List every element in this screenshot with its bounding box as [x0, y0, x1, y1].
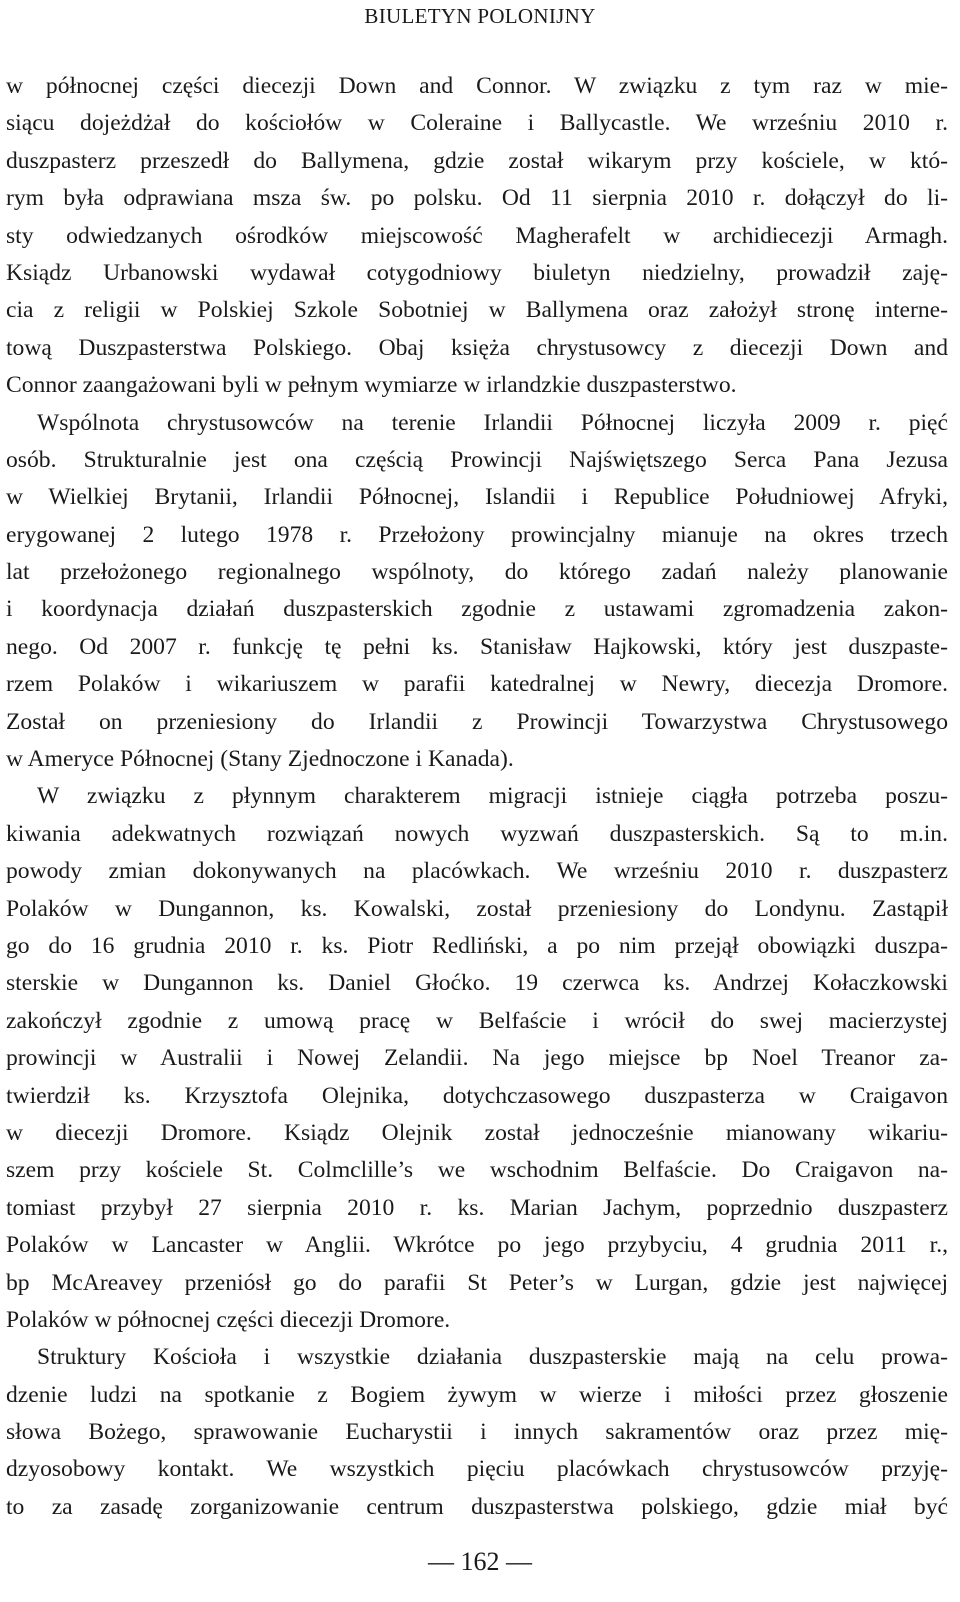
body-line: to za zasadę zorganizowanie centrum duszpasterstwa polskiego, gdzie miał być: [6, 1493, 948, 1520]
body-line: bp McAreavey przeniósł go do parafii St Peter’s w Lurgan, gdzie jest najwięcej: [6, 1269, 948, 1296]
paragraph-first-line: Struktury Kościoła i wszystkie działania duszpasterskie mają na celu prowa-: [37, 1344, 948, 1371]
body-line: sty odwiedzanych ośrodków miejscowość Magherafelt w archidiecezji Armagh.: [6, 222, 948, 249]
body-line: Polaków w północnej części diecezji Dromore.: [6, 1306, 451, 1333]
paragraph-first-line: W związku z płynnym charakterem migracji istnieje ciągła potrzeba poszu-: [37, 783, 948, 810]
body-line: tową Duszpasterstwa Polskiego. Obaj księża chrystusowcy z diecezji Down and: [6, 334, 948, 361]
body-line: tomiast przybył 27 sierpnia 2010 r. ks. Marian Jachym, poprzednio duszpasterz: [6, 1194, 948, 1221]
body-line: w Ameryce Północnej (Stany Zjednoczone i Kanada).: [6, 746, 514, 773]
body-line: erygowanej 2 lutego 1978 r. Przełożony prowincjalny mianuje na okres trzech: [6, 521, 948, 548]
body-line: twierdził ks. Krzysztofa Olejnika, dotychczasowego duszpasterza w Craigavon: [6, 1082, 948, 1109]
paragraph-first-line: Wspólnota chrystusowców na terenie Irlandii Północnej liczyła 2009 r. pięć: [37, 409, 948, 436]
body-line: osób. Strukturalnie jest ona częścią Prowincji Najświętszego Serca Pana Jezusa: [6, 446, 948, 473]
body-line: Polaków w Lancaster w Anglii. Wkrótce po jego przybyciu, 4 grudnia 2011 r.,: [6, 1232, 948, 1259]
page-number: — 162 —: [428, 1547, 532, 1576]
body-line: prowincji w Australii i Nowej Zelandii. Na jego miejsce bp Noel Treanor za-: [6, 1045, 948, 1072]
body-line: Connor zaangażowani byli w pełnym wymiarze w irlandzkie duszpasterstwo.: [6, 372, 737, 399]
body-line: cia z religii w Polskiej Szkole Sobotniej w Ballymena oraz założył stronę interne-: [6, 297, 948, 324]
article-body: [6, 68, 948, 1526]
body-line: słowa Bożego, sprawowanie Eucharystii i innych sakramentów oraz przez mię-: [6, 1419, 948, 1446]
body-line: duszpasterz przeszedł do Ballymena, gdzie został wikarym przy kościele, w któ-: [6, 147, 948, 174]
body-line: i koordynacja działań duszpasterskich zgodnie z ustawami zgromadzenia zakon-: [6, 596, 948, 623]
body-line: w Wielkiej Brytanii, Irlandii Północnej, Islandii i Republice Południowej Afryki,: [6, 484, 948, 511]
body-line: dzenie ludzi na spotkanie z Bogiem żywym w wierze i miłości przez głoszenie: [6, 1381, 948, 1408]
body-line: Ksiądz Urbanowski wydawał cotygodniowy biuletyn niedzielny, prowadził zaję-: [6, 259, 948, 286]
body-line: Polaków w Dungannon, ks. Kowalski, został przeniesiony do Londynu. Zastąpił: [6, 895, 948, 922]
body-line: powody zmian dokonywanych na placówkach. We wrześniu 2010 r. duszpasterz: [6, 858, 948, 885]
body-line: rym była odprawiana msza św. po polsku. Od 11 sierpnia 2010 r. dołączył do li-: [6, 185, 948, 212]
body-line: rzem Polaków i wikariuszem w parafii katedralnej w Newry, diecezja Dromore.: [6, 671, 948, 698]
body-line: nego. Od 2007 r. funkcję tę pełni ks. Stanisław Hajkowski, który jest duszpaste-: [6, 633, 948, 660]
body-line: go do 16 grudnia 2010 r. ks. Piotr Redliński, a po nim przejął obowiązki duszpa-: [6, 932, 948, 959]
body-line: Został on przeniesiony do Irlandii z Prowincji Towarzystwa Chrystusowego: [6, 708, 948, 735]
running-header: BIULETYN POLONIJNY: [364, 4, 596, 28]
body-line: szem przy kościele St. Colmclille’s we wschodnim Belfaście. Do Craigavon na-: [6, 1157, 948, 1184]
body-line: lat przełożonego regionalnego wspólnoty, do którego zadań należy planowanie: [6, 559, 948, 586]
body-line: siącu dojeżdżał do kościołów w Coleraine i Ballycastle. We wrześniu 2010 r.: [6, 110, 948, 137]
body-line: dzyosobowy kontakt. We wszystkich pięciu placówkach chrystusowców przyję-: [6, 1456, 948, 1483]
body-line: sterskie w Dungannon ks. Daniel Głoćko. 19 czerwca ks. Andrzej Kołaczkowski: [6, 970, 948, 997]
body-line: w północnej części diecezji Down and Connor. W związku z tym raz w mie-: [6, 73, 948, 99]
body-line: w diecezji Dromore. Ksiądz Olejnik został jednocześnie mianowany wikariu-: [6, 1119, 948, 1146]
body-line: kiwania adekwatnych rozwiązań nowych wyzwań duszpasterskich. Są to m.in.: [6, 820, 948, 847]
body-line: zakończył zgodnie z umową pracę w Belfaście i wrócił do swej macierzystej: [6, 1007, 948, 1034]
